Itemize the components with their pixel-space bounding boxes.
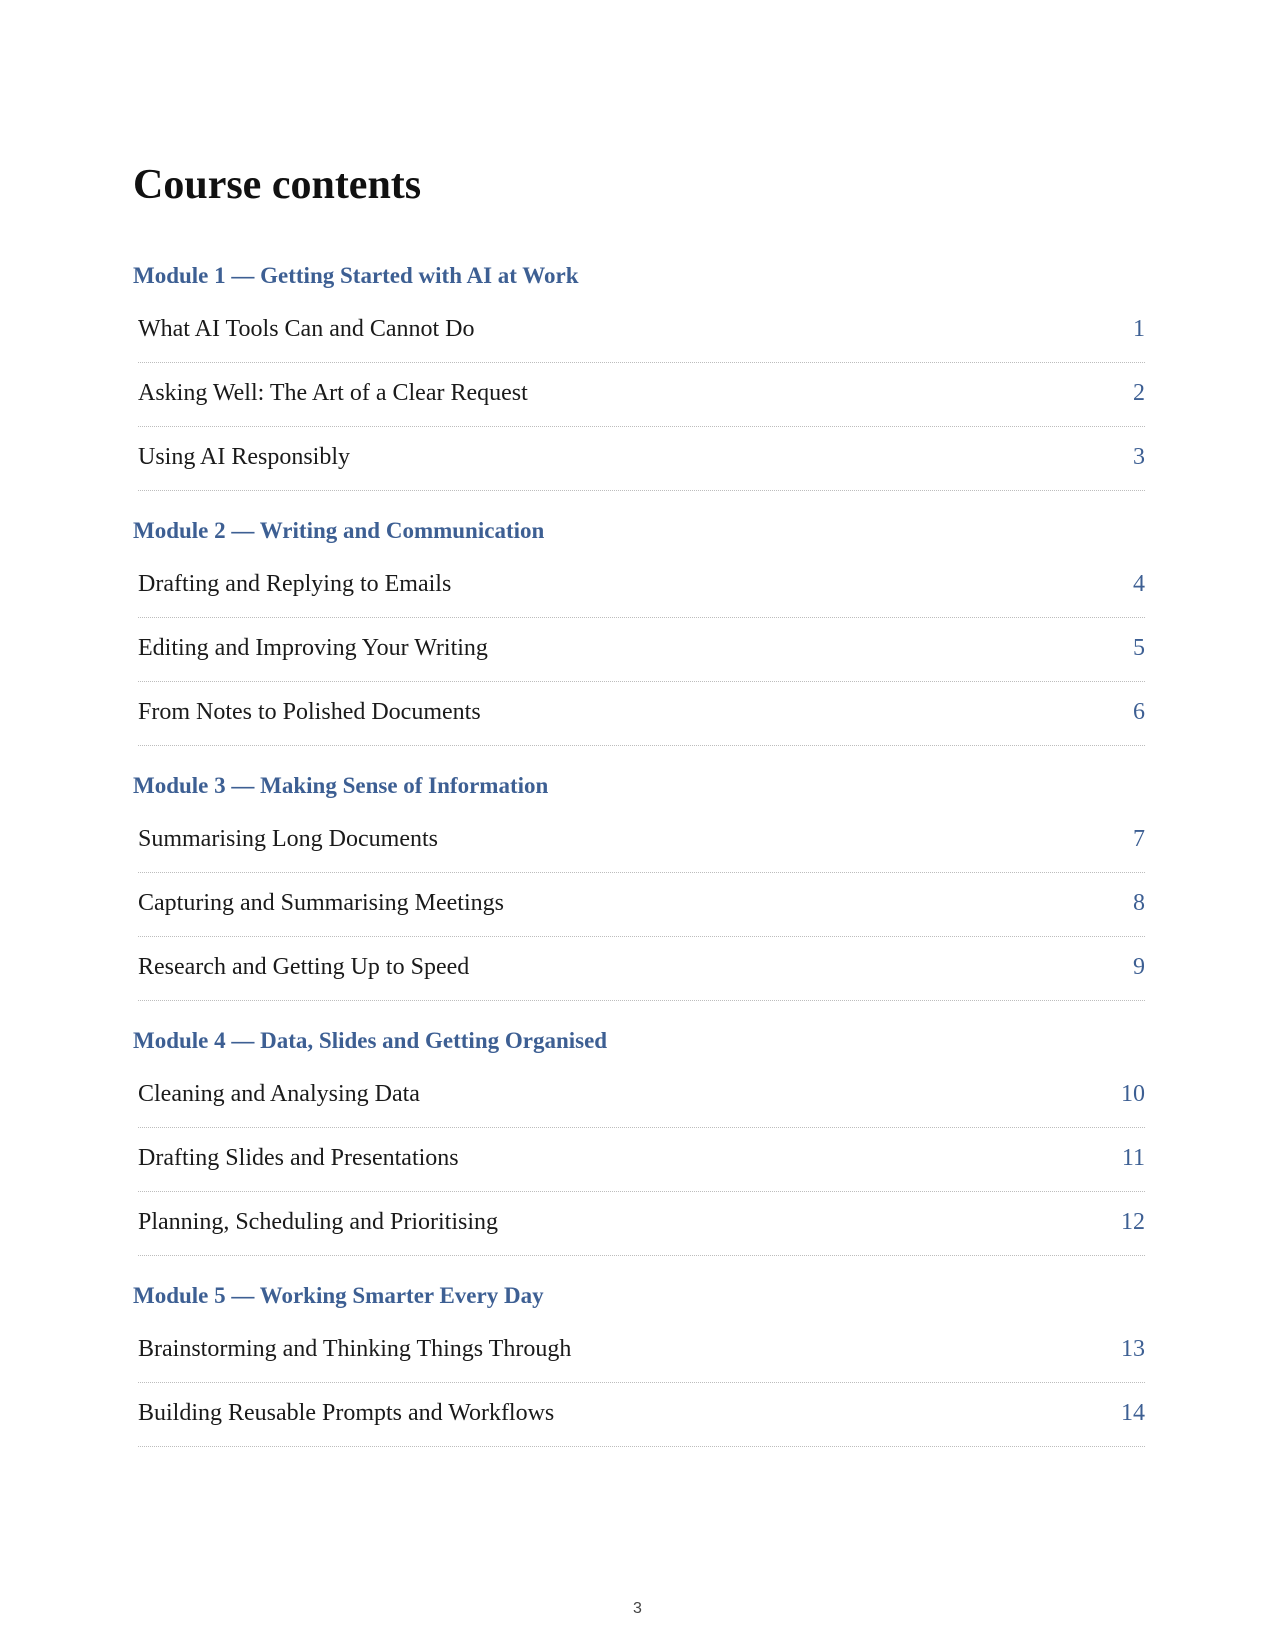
- page-number: 3: [633, 1600, 642, 1617]
- toc-entry-page: 7: [1133, 826, 1145, 852]
- toc-entry-title: Drafting and Replying to Emails: [138, 571, 452, 597]
- toc-entry-page: 4: [1133, 571, 1145, 597]
- toc-entry-title: Using AI Responsibly: [138, 444, 351, 470]
- toc-entry-title: Planning, Scheduling and Prioritising: [138, 1209, 498, 1235]
- toc-entry-title: Research and Getting Up to Speed: [138, 954, 470, 980]
- toc-entry[interactable]: [138, 363, 1145, 427]
- module-heading: Module 2 — Writing and Communication: [133, 518, 545, 543]
- module-heading: Module 4 — Data, Slides and Getting Organised: [133, 1028, 608, 1053]
- toc-entry[interactable]: [138, 554, 1145, 618]
- toc-entry-title: Drafting Slides and Presentations: [138, 1145, 459, 1171]
- module-3: [133, 767, 1145, 1001]
- module-1: [133, 257, 1145, 491]
- toc-entry-title: What AI Tools Can and Cannot Do: [138, 316, 475, 342]
- toc-entry[interactable]: [138, 809, 1145, 873]
- toc-entry-title: Capturing and Summarising Meetings: [138, 890, 504, 916]
- module-2: [133, 512, 1145, 746]
- module-5: [133, 1277, 1145, 1447]
- toc-entry-title: Cleaning and Analysing Data: [138, 1081, 420, 1107]
- toc-entry[interactable]: [138, 682, 1145, 746]
- toc-entry-page: 9: [1133, 954, 1145, 980]
- toc-entry-title: From Notes to Polished Documents: [138, 699, 481, 725]
- module-heading: Module 3 — Making Sense of Information: [133, 773, 549, 798]
- toc-entry-page: 8: [1133, 890, 1145, 916]
- toc-entry[interactable]: [138, 1064, 1145, 1128]
- toc-entry[interactable]: [138, 618, 1145, 682]
- toc-entry[interactable]: [138, 427, 1145, 491]
- toc-entry-page: 10: [1121, 1081, 1145, 1107]
- toc-entry-title: Brainstorming and Thinking Things Through: [138, 1336, 572, 1362]
- toc-entry-page: 6: [1133, 699, 1145, 725]
- toc-entry[interactable]: [138, 1192, 1145, 1256]
- module-heading: Module 5 — Working Smarter Every Day: [133, 1283, 544, 1308]
- toc-entry-page: 2: [1133, 380, 1145, 406]
- page-title: Course contents: [133, 162, 422, 208]
- toc-entry-title: Summarising Long Documents: [138, 826, 438, 852]
- toc-entry-page: 11: [1121, 1145, 1145, 1171]
- toc-entry-page: 3: [1133, 444, 1145, 470]
- toc-entry[interactable]: [138, 1319, 1145, 1383]
- toc-entry-page: 1: [1133, 316, 1145, 342]
- toc-entry[interactable]: [138, 937, 1145, 1001]
- table-of-contents: [133, 257, 1145, 1468]
- toc-entry-title: Building Reusable Prompts and Workflows: [138, 1400, 555, 1426]
- toc-entry-page: 13: [1121, 1336, 1145, 1362]
- toc-entry[interactable]: [138, 1383, 1145, 1447]
- toc-entry-page: 5: [1133, 635, 1145, 661]
- toc-entry[interactable]: [138, 1128, 1145, 1192]
- toc-entry[interactable]: [138, 299, 1145, 363]
- toc-entry-page: 12: [1121, 1209, 1145, 1235]
- module-heading: Module 1 — Getting Started with AI at Work: [133, 263, 579, 288]
- toc-entry-page: 14: [1121, 1400, 1145, 1426]
- toc-entry-title: Editing and Improving Your Writing: [138, 635, 488, 661]
- toc-entry[interactable]: [138, 873, 1145, 937]
- module-4: [133, 1022, 1145, 1256]
- toc-entry-title: Asking Well: The Art of a Clear Request: [138, 380, 528, 406]
